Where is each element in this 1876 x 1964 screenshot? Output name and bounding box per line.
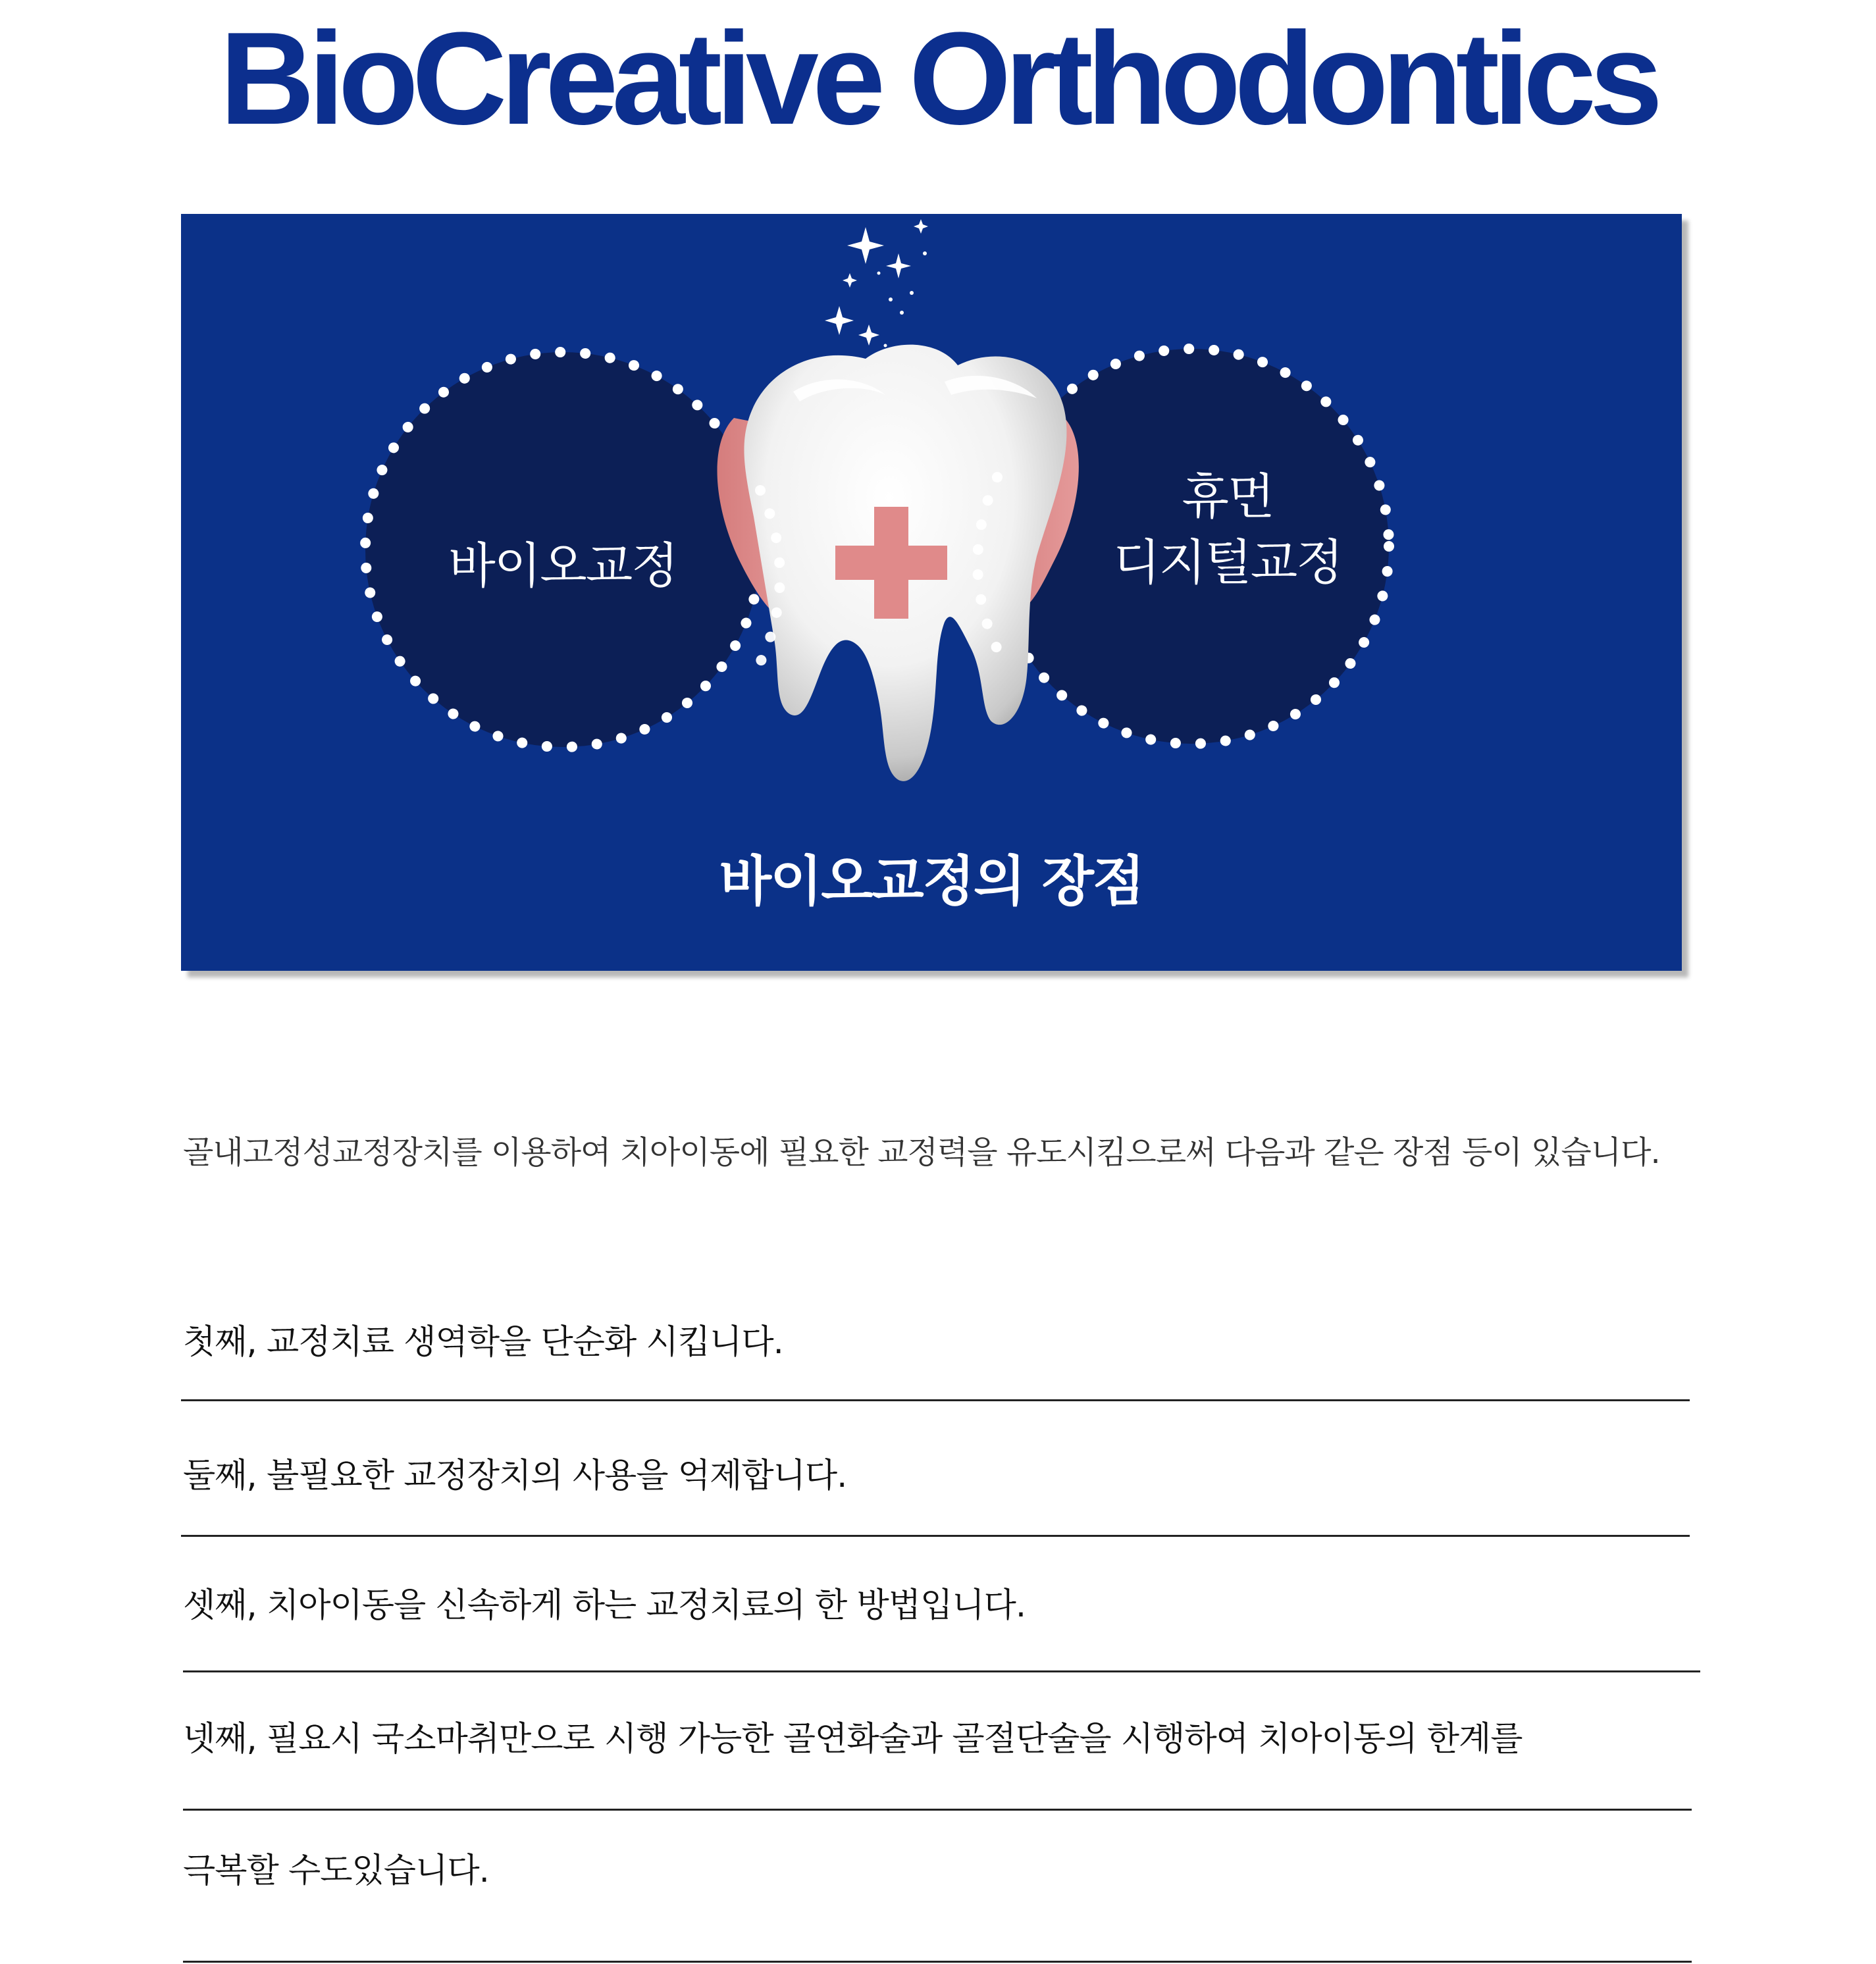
banner-subtitle: 바이오교정의 장점 xyxy=(719,850,1144,913)
divider-2 xyxy=(181,1535,1690,1537)
divider-4 xyxy=(183,1809,1692,1811)
list-item-2: 둘째, 불필요한 교정장치의 사용을 억제합니다. xyxy=(183,1457,847,1495)
divider-5 xyxy=(183,1961,1692,1963)
human-digital-orthodontics-label xyxy=(1050,464,1405,596)
sparkle-icon xyxy=(825,219,928,348)
page-title: BioCreative Orthodontics xyxy=(219,5,1657,152)
hero-banner xyxy=(181,214,1682,971)
human-label-line2: 디지털교정 xyxy=(1113,534,1342,591)
list-item-3: 셋째, 치아이동을 신속하게 하는 교정치료의 한 방법입니다. xyxy=(183,1586,1026,1625)
list-item-5: 극복할 수도있습니다. xyxy=(183,1851,489,1890)
bio-orthodontics-label: 바이오교정 xyxy=(448,538,677,594)
intro-paragraph: 골내고정성교정장치를 이용하여 치아이동에 필요한 교정력을 유도시킴으로써 다음과 같은 장점 등이 있습니다. xyxy=(183,1134,1660,1171)
human-label-line1: 휴먼 xyxy=(1182,469,1274,525)
list-item-1: 첫째, 교정치료 생역학을 단순화 시킵니다. xyxy=(183,1323,783,1362)
list-item-4: 넷째, 필요시 국소마취만으로 시행 가능한 골연화술과 골절단술을 시행하여 치아이동의 한계를 xyxy=(183,1720,1523,1759)
divider-1 xyxy=(181,1399,1690,1401)
divider-3 xyxy=(183,1670,1700,1672)
